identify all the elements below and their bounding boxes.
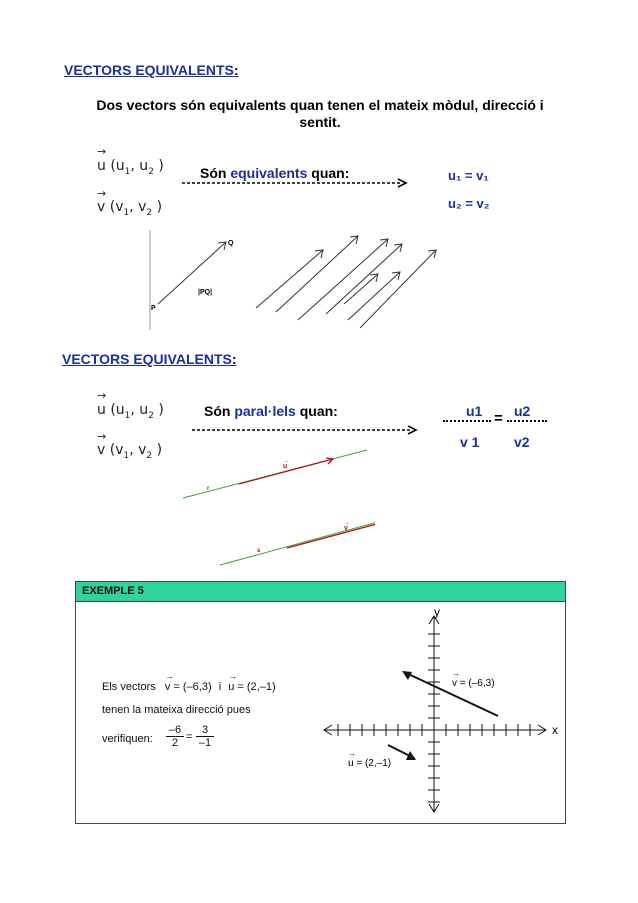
frac-v2: v2 [514,434,530,450]
section2-condition: Són paral·lels quan: [204,403,338,419]
example-frac2: 3 –1 [196,724,214,749]
section1-eq1: u₁ = v₁ [448,168,489,183]
frac-bar-1 [443,420,491,422]
example-header [76,582,565,602]
svg-text:→: → [283,458,289,464]
example-box [75,581,566,824]
label-p: P [151,305,156,312]
label-pq: |PQ| [198,289,213,296]
frac-v1: v 1 [460,434,480,450]
section2-figure [175,448,375,570]
svg-text:→: → [348,749,356,758]
section1-dashed-arrow [180,177,412,189]
section1-eq2: u₂ = v₂ [448,196,490,211]
frac-u2: u2 [514,403,531,419]
section2-heading: VECTORS EQUIVALENTS: [62,351,237,367]
axis-x-label: x [552,723,558,737]
definition-line1: Dos vectors són equivalents quan tenen el mateix mòdul, direcció i [96,97,544,113]
section1-definition [60,97,580,131]
section2-vector-u: → u ($u_1$, $u_2$ ) [97,389,164,421]
section1-figure [148,230,448,330]
example-line1: Els vectors → v = (–6,3) i → u = (2,–1) [102,671,276,693]
frac-bar-2 [507,420,547,422]
example-frac1: –6 2 [166,724,184,749]
section1-condition: Són equivalents quan: [200,165,350,181]
vec-v-label: v = (–6,3) [452,678,495,689]
svg-text:→: → [452,669,460,678]
section1-vector-v: → v ($v_1$, $v_2$ ) [97,187,163,218]
vec-u-label: u = (2,–1) [348,758,392,769]
label-v: v [344,525,348,532]
section2-vector-v: → v ($v_1$, $v_2$ ) [97,430,163,461]
label-s: s [257,548,261,554]
example-title: EXEMPLE 5 [82,585,144,597]
svg-text:→: → [344,520,350,526]
label-q: Q [228,240,234,247]
frac-equals: = [494,410,503,427]
axis-y-label: y [434,605,440,619]
section1-heading: VECTORS EQUIVALENTS: [64,62,239,78]
definition-line2: sentit. [299,114,341,130]
frac-u1: u1 [466,403,483,419]
line-s [220,514,375,565]
section2-dashed-arrow [190,424,422,436]
label-r: r [207,486,210,492]
example-line2: tenen la mateixa direcció pues [102,704,251,716]
example-coordinate-plane [316,602,566,824]
example-line3: verifiquen: [102,733,153,745]
label-u: u [283,463,288,470]
example-frac-eq: = [186,731,193,743]
section1-vector-u: → u ($u_1$, $u_2$ ) [97,145,164,177]
arrow-pq [158,242,226,304]
